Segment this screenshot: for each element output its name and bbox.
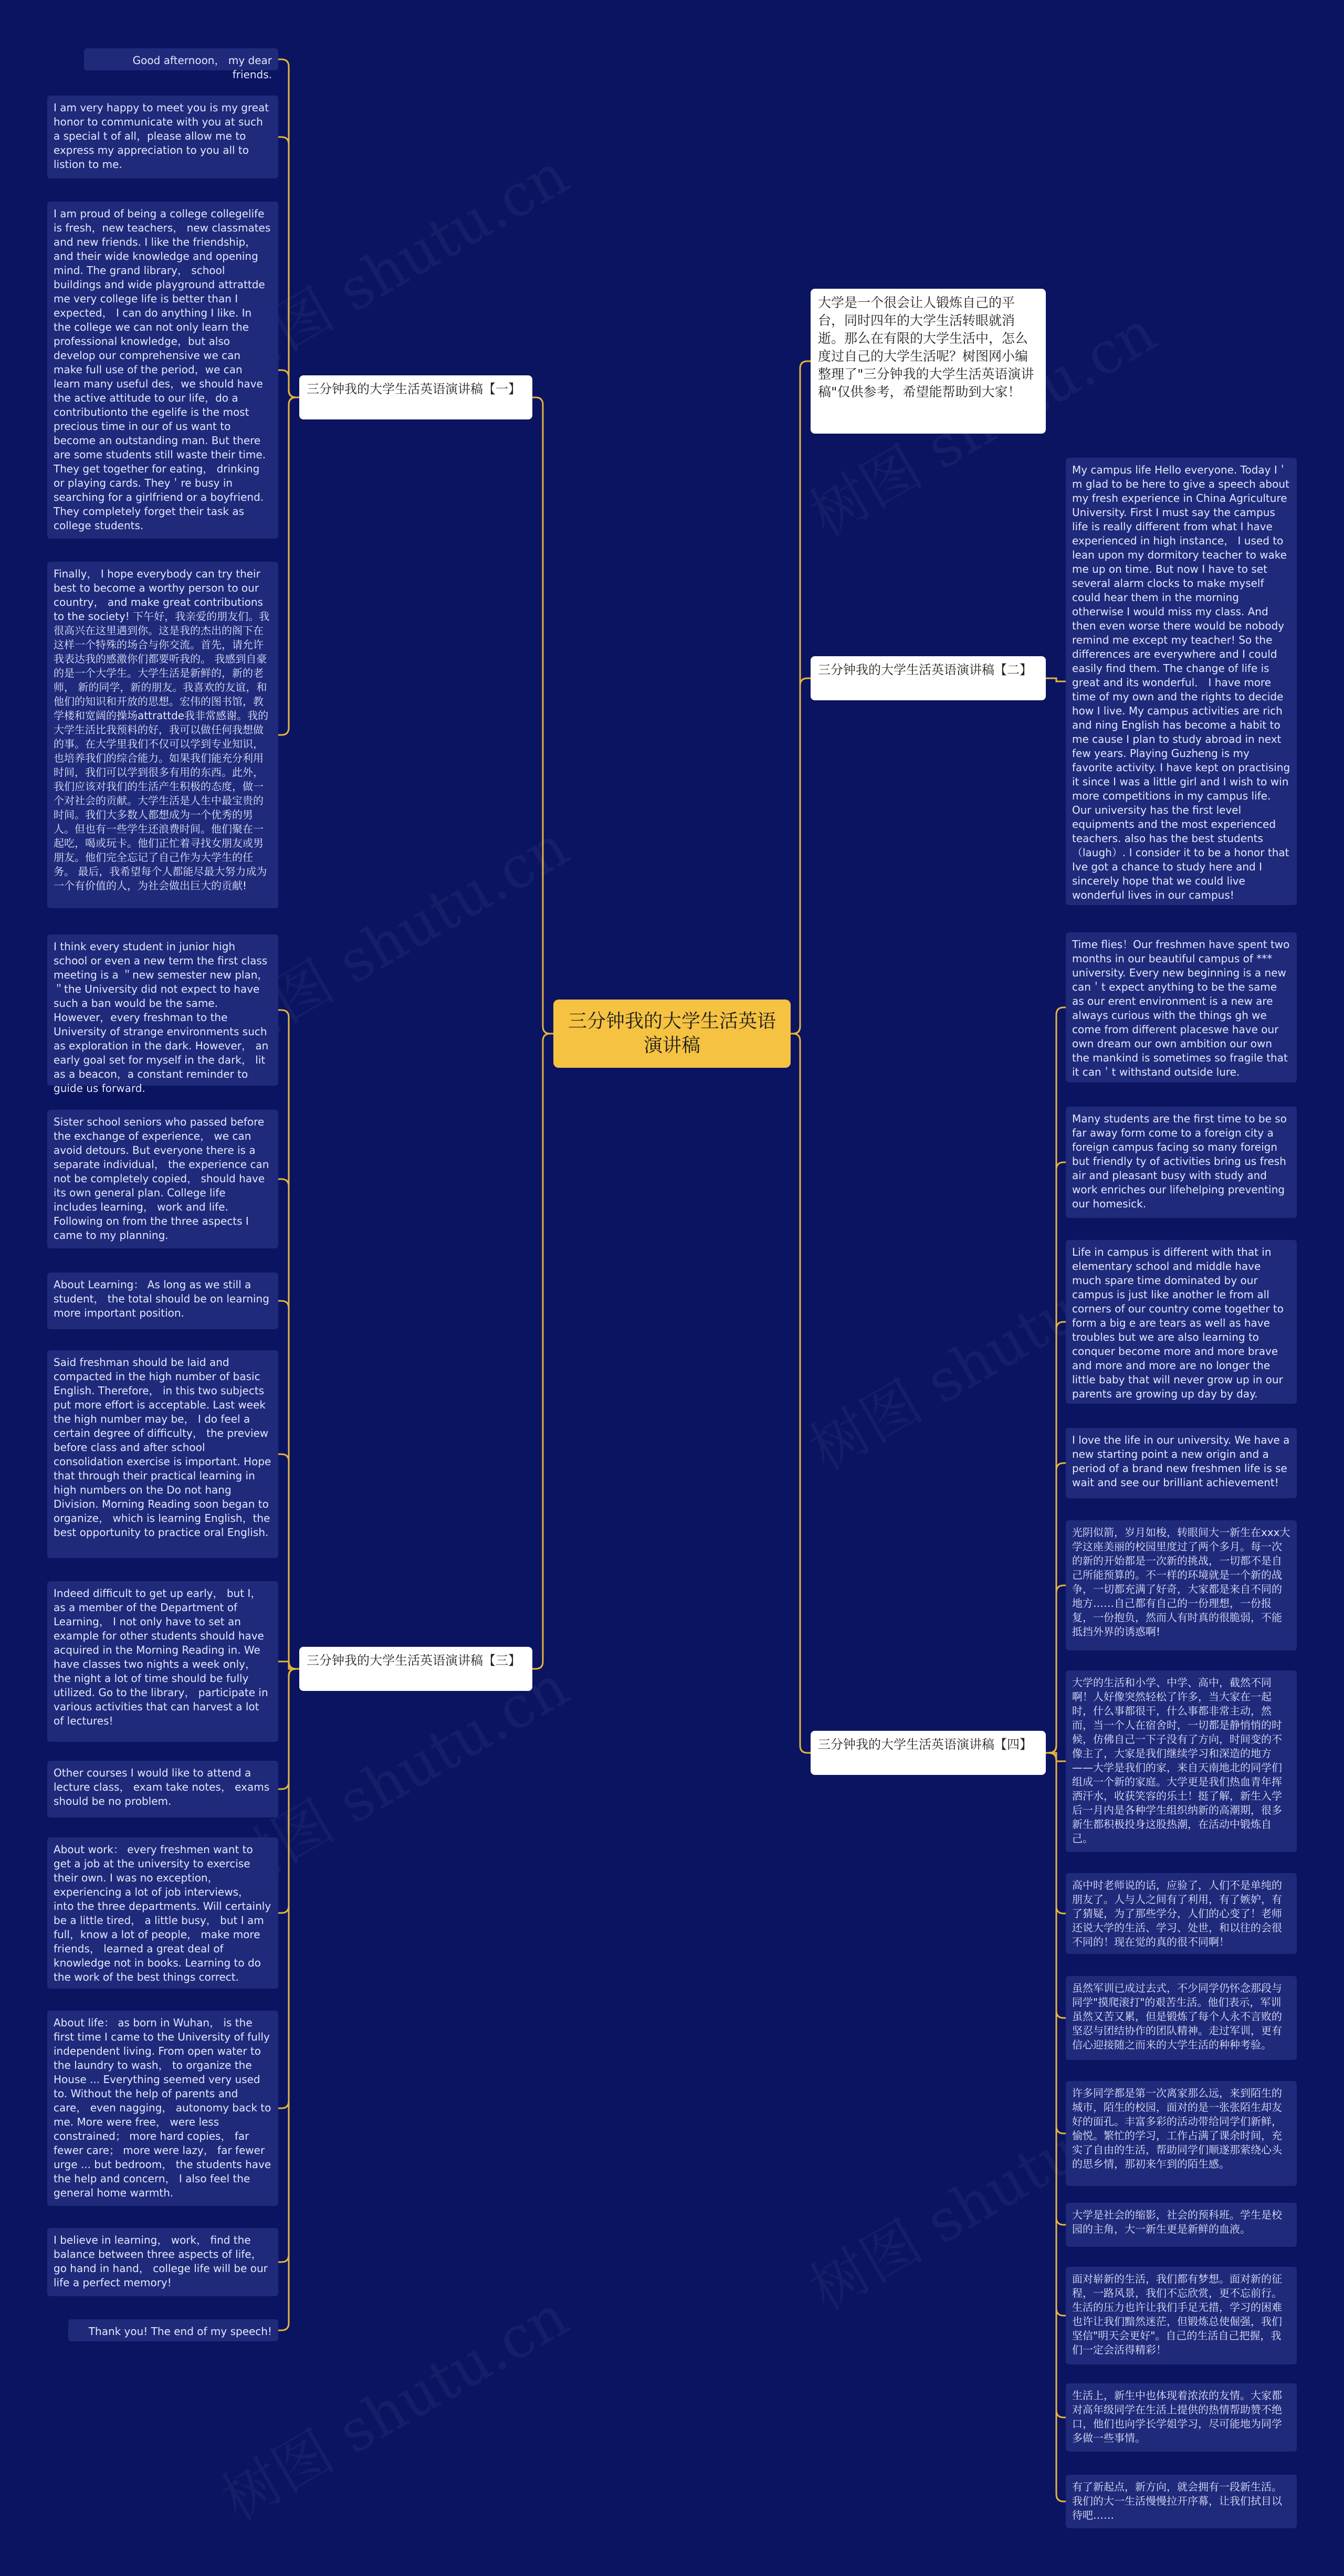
leaf-text: 许多同学都是第一次离家那么远，来到陌生的城市，陌生的校园，面对的是一张张陌生却友好的面孔。丰富多彩的活动带给同学们新鲜，愉悦。繁忙的学习，工作占满了课余时间，充实了自由的生活，帮助同学们顺遂那萦绕心头的思乡情，那初来乍到的陌生感。 (1072, 2087, 1282, 2170)
branch-four-label: 三分钟我的大学生活英语演讲稿【四】 (818, 1737, 1032, 1752)
leaf-4-2[interactable] (1066, 1107, 1297, 1218)
leaf-4-4[interactable] (1066, 1428, 1297, 1498)
leaf-text: Sister school seniors who passed before the exchange of experience， we can avoid detours. But everyone there is a separate individual， the experience can not be completely copied， should have its own general plan. College life includes learning， work and life. Following on from the three aspects I came to my planning. (54, 1116, 269, 1242)
leaf-1-3[interactable] (47, 202, 278, 539)
connector-line (278, 137, 299, 397)
connector-line (278, 370, 299, 397)
connector-line (278, 1669, 299, 2330)
leaf-text: 生活上，新生中也体现着浓浓的友情。大家都对高年级同学在生活上提供的热情帮助赞不绝口，他们也向学长学姐学习，尽可能地为同学多做一些事情。 (1072, 2389, 1282, 2444)
intro-node[interactable] (811, 289, 1046, 434)
leaf-4-10[interactable] (1066, 2203, 1297, 2247)
leaf-3-8[interactable] (47, 2011, 278, 2206)
leaf-4-13[interactable] (1066, 2475, 1297, 2528)
connector-line (1046, 1585, 1066, 1753)
leaf-text: Indeed difficult to get up early， but I，as a member of the Department of Learning， I not only have to set an example for other students should have acquired in the Morning Reading in. We have classes two nights a week only，the night a lot of time should be fully utilized. Go to the library， participate in various activities that can harvest a lot of lectures! (54, 1587, 268, 1727)
connector-line (532, 397, 553, 1034)
intro-text: 大学是一个很会让人锻炼自己的平台，同时四年的大学生活转眼就消逝。那么在有限的大学生活中，怎么度过自己的大学生活呢？树图网小编整理了"三分钟我的大学生活英语演讲稿"仅供参考，希望能帮助到大家！ (818, 295, 1034, 399)
leaf-text: 大学是社会的缩影，社会的预科班。学生是校园的主角，大一新生更是新鲜的血液。 (1072, 2209, 1282, 2235)
leaf-1-1[interactable] (84, 48, 278, 81)
leaf-3-9[interactable] (47, 2228, 278, 2296)
leaf-1-4[interactable] (47, 562, 278, 908)
branch-three-label: 三分钟我的大学生活英语演讲稿【三】 (307, 1653, 521, 1668)
leaf-1-2[interactable] (47, 96, 278, 178)
leaf-text: Many students are the first time to be so far away form come to a foreign city a foreign campus facing so many foreign but friendly ty of activities bring us fresh air and pleasant busy with study and work enriches our lifehelping preventing our homesick. (1072, 1112, 1287, 1210)
branch-two-label: 三分钟我的大学生活英语演讲稿【二】 (818, 663, 1032, 677)
connector-line (1046, 678, 1066, 681)
leaf-4-7[interactable] (1066, 1873, 1297, 1954)
branch-one[interactable] (299, 375, 532, 419)
leaf-text: Time flies！Our freshmen have spent two months in our beautiful campus of *** university. Every new beginning is a new can＇t expect anything to be the same as our erent environment is a new are always curious with the things gh we come from different placeswe have our own dream our own ambition our own the mankind is sometimes so fragile that it can＇t withstand outside lure. (1072, 938, 1290, 1078)
branch-one-label: 三分钟我的大学生活英语演讲稿【一】 (307, 382, 521, 396)
leaf-3-3[interactable] (47, 1273, 278, 1329)
leaf-text: 面对崭新的生活，我们都有梦想。面对新的征程，一路风景，我们不忘欣赏，更不忘前行。生活的压力也许让我们手足无措，学习的困难也许让我们黯然迷茫，但锻炼总使倔强，我们坚信"明天会更好"。自己的生活自己把握，我们一定会活得精彩！ (1072, 2273, 1282, 2356)
leaf-text: 大学的生活和小学、中学、高中，截然不同啊！人好像突然轻松了许多，当大家在一起时，什么事都很干，什么事都非常主动，然而，当一个人在宿舍时，一切都是静悄悄的时候，仿佛自己一下子没有了方向，时间变的不像主了，大家是我们继续学习和深造的地方——大学是我们的家，来自天南地北的同学们组成一个新的家庭。大学更是我们热血青年挥洒汗水，收获笑容的乐土！挺了解，新生入学后一月内是各种学生组织纳新的高潮期，很多新生都积极投身这股热潮，在活动中锻炼自己。 (1072, 1676, 1282, 1845)
leaf-text: I believe in learning， work， find the balance between three aspects of life， go hand in hand， college life will be our life a perfect memory! (54, 2234, 268, 2289)
connector-line (278, 1454, 299, 1669)
leaf-3-10[interactable] (68, 2319, 278, 2341)
leaf-3-7[interactable] (47, 1837, 278, 1989)
leaf-text: Other courses I would like to attend a lecture class， exam take notes， exams should be no problem. (54, 1767, 270, 1807)
leaf-3-6[interactable] (47, 1761, 278, 1817)
leaf-3-4[interactable] (47, 1350, 278, 1558)
leaf-text: Thank you! The end of my speech! (88, 2325, 272, 2338)
branch-four[interactable] (811, 1731, 1046, 1775)
leaf-2-1[interactable] (1066, 458, 1297, 905)
connector-line (1046, 1753, 1066, 2501)
leaf-text: I think every student in junior high school or even a new term the first class meeting is a ＂new semester new plan，＂the University did not expect to have such a ban would be the same. However，every freshman to the University of strange environments such as exploration in the dark. However， an early goal set for myself in the dark， lit as a beacon，a constant reminder to guide us forward. (54, 940, 269, 1095)
leaf-4-3[interactable] (1066, 1240, 1297, 1404)
leaf-text: I am very happy to meet you is my great honor to communicate with you at such a special t of all，please allow me to express my appreciation to you all to listion to me. (54, 101, 269, 171)
leaf-text: 高中时老师说的话，应验了，人们不是单纯的朋友了。人与人之间有了利用，有了嫉妒，有了猜疑，为了那些学分，人们的心变了！老师还说大学的生活、学习、处世，和以往的会很不同的！现在觉的真的很不同啊！ (1072, 1879, 1282, 1948)
leaf-4-12[interactable] (1066, 2383, 1297, 2452)
connector-line (791, 678, 811, 1034)
leaf-3-1[interactable] (47, 934, 278, 1095)
leaf-text: I love the life in our university. We have a new starting point a new origin and a period of a brand new freshmen life is se wait and see our brilliant achievement! (1072, 1434, 1290, 1489)
leaf-text: I am proud of being a college collegelife is fresh，new teachers， new classmates and new friends. I like the friendship，and their wide knowledge and opening mind. The grand library， school buildings and wide playground attrattde me very college life is better than I expected， I can do anything I like. In the college we can not only learn the professional knowledge，but also develop our comprehensive we can make full use of the period，we can learn many useful des，we should have the active attitude to our life，do a contributionto the egelife is the most precious time in our of us want to become an outstanding man. But there are some students still waste their time. They get together for eating， drinking or playing cards. They＇re busy in searching for a girlfriend or a boyfriend. They completely forget their task as college students. (54, 207, 271, 532)
leaf-4-9[interactable] (1066, 2081, 1297, 2186)
leaf-text: 虽然军训已成过去式，不少同学仍怀念那段与同学"摸爬滚打"的艰苦生活。他们表示，军训虽然又苦又累，但是锻炼了每个人永不言败的坚忍与团结协作的团队精神。走过军训，更有信心迎接随之而来的大学生活的种种考验。 (1072, 1982, 1282, 2051)
leaf-text: 有了新起点，新方向，就会拥有一段新生活。我们的大一生活慢慢拉开序幕，让我们拭目以待吧…… (1072, 2480, 1282, 2521)
leaf-4-6[interactable] (1066, 1670, 1297, 1852)
leaf-text: About Learning： As long as we still a student， the total should be on learning more important position. (54, 1278, 269, 1319)
leaf-text: About life： as born in Wuhan， is the first time I came to the University of fully independent living. From open water to the laundry to wash， to organize the House ... Everything seemed very used to. Without the help of parents and care， even nagging， autonomy back to me. More were free， were less constrained； more hard copies， far fewer care； more were lazy， far fewer urge ... but bedroom， the students have the help and concern， I also feel the general home warmth. (54, 2016, 271, 2199)
connector-line (278, 397, 299, 735)
leaf-text: My campus life Hello everyone. Today I＇m glad to be here to give a speech about my fresh experience in China Agriculture University. First I must say the campus life is really different from what I have experienced in high instance， I used to lean upon my dormitory teacher to wake me up on time. But now I have to set several alarm clocks to make myself could hear them in the morning otherwise I would miss my class. And then even worse there would be nobody remind me except my teacher! So the differences are everywhere and I could easily find them. The change of life is great and its wonderful． I have more time of my own and the rights to decide how I live. My campus activities are rich and ning English has become a habit to me cause I plan to study abroad in next few years. Playing Guzheng is my favorite activity. I have kept on practising it since I was a little girl and I wish to win more competitions in my campus life. Our university has the first level equipments and the most experienced teachers. also has the best students（laugh）. I consider it to be a honor that Ive got a chance to study here and I sincerely hope that we could live wonderful lives in our campus! (1072, 464, 1290, 901)
leaf-text: About work： every freshmen want to get a job at the university to exercise their own. I was no exception， experiencing a lot of job interviews， into the three departments. Will certainly be a little tired， a little busy， but I am full，know a lot of people， make more friends， learned a great deal of knowledge not in books. Learning to do the work of the best things correct. (54, 1843, 271, 1983)
leaf-text: Said freshman should be laid and compacted in the high number of basic English. Therefore， in this two subjects put more effort is acceptable. Last week the high number may be， I do feel a certain degree of difficulty， the preview before class and after school consolidation exercise is important. Hope that through their practical learning in high numbers on the Do not hang Division. Morning Reading soon began to organize， which is learning English，the best opportunity to practice oral English. (54, 1356, 271, 1539)
leaf-4-1[interactable] (1066, 932, 1297, 1082)
central-topic-title: 三分钟我的大学生活英语演讲稿 (568, 1011, 776, 1056)
connector-line (278, 1662, 299, 1669)
leaf-text: Good afternoon， my dear friends. (132, 54, 272, 81)
branch-two[interactable] (811, 656, 1046, 700)
leaf-3-2[interactable] (47, 1110, 278, 1248)
leaf-4-11[interactable] (1066, 2267, 1297, 2364)
leaf-text: Life in campus is different with that in elementary school and middle have much spare time dominated by our campus is just like another le from all corners of our country come together to form a big e are tears as well as have troubles but we are also learning to conquer become more and more brave and more and more are no longer the little baby that will never grow up in our parents are growing up day by day. (1072, 1246, 1284, 1400)
leaf-3-5[interactable] (47, 1581, 278, 1742)
leaf-text: 光阴似箭，岁月如梭，转眼间大一新生在xxx大学这座美丽的校园里度过了两个多月。每一次的新的开始都是一次新的挑战，一切都不是自己所能预算的。不一样的环境就是一个新的战争，一切都充满了好奇，大家都是来自不同的地方……自己都有自己的一份理想，一份报复，一份抱负，然而人有时真的很脆弱，不能抵挡外界的诱惑啊! (1072, 1526, 1290, 1638)
connector-line (791, 1034, 811, 1753)
leaf-text: Finally， I hope everybody can try their best to become a worthy person to our country， and make great contributions to the society! 下午好，我亲爱的朋友们。我很高兴在这里遇到你。这是我的杰出的阁下在这样一个特殊的场合与你交流。首先，请允许我表达我的感激你们都要听我的。 我感到自豪的是一个大学生。大学生活是新鲜的，新的老师， 新的同学，新的朋友。我喜欢的友谊，和他们的知识和开放的思想。宏伟的图书馆，教学楼和宽阔的操场attrattde我非常感谢。我的大学生活比我预料的好，我可以做任何我想做的事。在大学里我们不仅可以学到专业知识，也培养我们的综合能力。如果我们能充分利用时间，我们可以学到很多有用的东西。此外，我们应该对我们的生活产生积极的态度，做一个对社会的贡献。大学生活是人生中最宝贵的时间。我们大多数人都想成为一个优秀的男人。但也有一些学生还浪费时间。他们聚在一起吃，喝或玩卡。他们正忙着寻找女朋友或男朋友。他们完全忘记了自己作为大学生的任务。 最后，我希望每个人都能尽最大努力成为一个有价值的人，为社会做出巨大的贡献! (54, 567, 270, 892)
leaf-4-5[interactable] (1066, 1520, 1297, 1650)
branch-three[interactable] (299, 1647, 532, 1691)
leaf-4-8[interactable] (1066, 1976, 1297, 2060)
connector-line (532, 1034, 553, 1669)
central-topic[interactable] (553, 1000, 791, 1068)
